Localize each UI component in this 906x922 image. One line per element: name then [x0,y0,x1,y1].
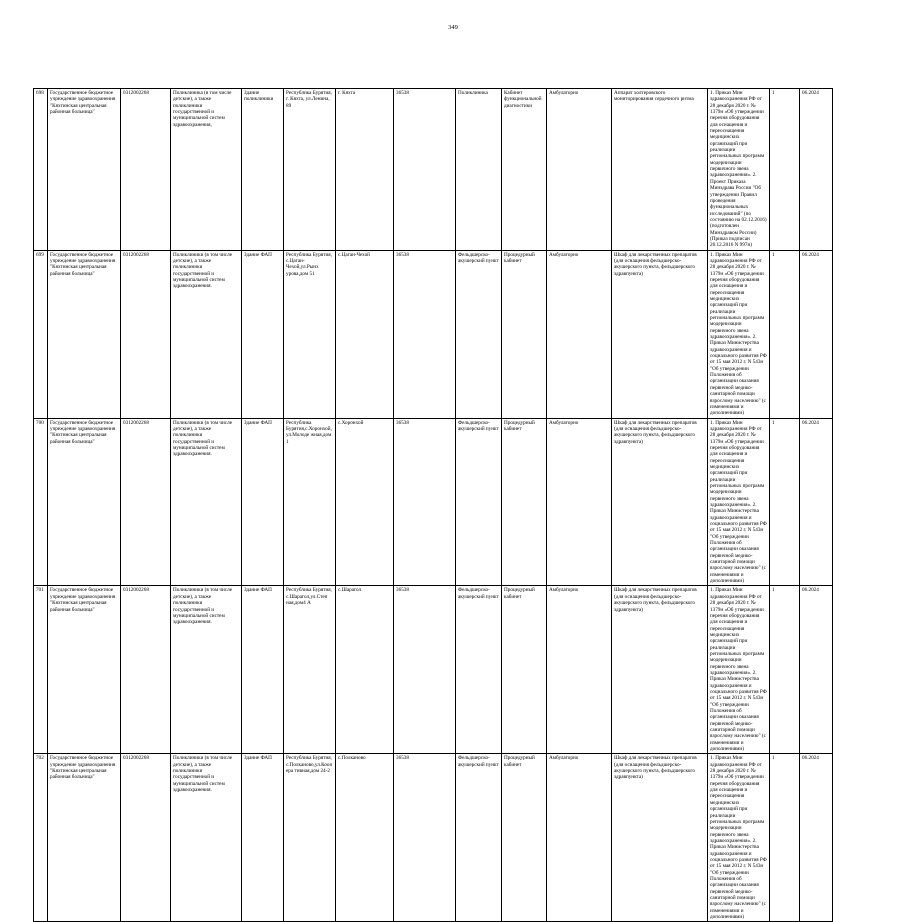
table-row [34,418,833,586]
oktmo-cell: 36538 [394,418,456,586]
quantity-cell: 1 [770,89,800,251]
row-number-cell: 699 [34,250,48,418]
table-body [34,89,833,922]
locality-cell: с.Хоронхой [336,418,394,586]
row-number-cell: 700 [34,418,48,586]
facility-type-cell: Фельдшерско-акушерский пункт [456,418,502,586]
locality-cell: г. Кяхта [336,89,394,251]
care-type-cell: Амбулаторно [547,89,612,251]
inn-cell: 0312002268 [121,89,171,251]
date-cell: 06.2024 [800,250,833,418]
locality-cell: с.Полканово [336,754,394,922]
building-cell: Здание ФАП [242,250,284,418]
building-cell: Здание ФАП [242,754,284,922]
unit-cell: Процедурный кабинет [502,754,547,922]
locality-cell: с.Цаган-Чехой [336,250,394,418]
date-cell: 06.2024 [800,586,833,754]
facility-category-cell: Поликлиника (в том числе детские), а также поликлиники государственной и муниципальной систем здравоохранения, [171,89,242,251]
date-cell: 06.2024 [800,418,833,586]
address-cell: Республика Бурятия, с.Шарагол,ул.Степ ная,дом4 А [284,586,336,754]
facility-category-cell: Поликлиники (в том числе детские), а также поликлиники государственной и муниципальной систем здравоохранения. [171,754,242,922]
legal-basis-cell: 1. Приказ Мин здравоохранения РФ от 28 декабря 2020 г. № 1379н «Об утверждении перечня оборудования для оснащения и переоснащения медицинских организаций при реализации региональных программ модернизации первичного звена здравоохранения». 2. Приказ Министерства здравоохранения и социального развития РФ от 15 мая 2012 г. N 543н "Об утверждении Положения об организации оказания первичной медико-санитарной помощи взрослому населению" (с изменениями и дополнениями) [708,418,770,586]
inn-cell: 0312002268 [121,418,171,586]
unit-cell: Процедурный кабинет [502,586,547,754]
building-cell: Здание поликлиники [242,89,284,251]
equipment-cell: Шкаф для лекарственных препаратов (для оснащения фельдшерско-акушерского пункта, фельдшерского здравпункта) [612,586,708,754]
unit-cell: Процедурный кабинет [502,250,547,418]
facility-category-cell: Поликлиники (в том числе детские), а также поликлиники государственной и муниципальной систем здравоохранения. [171,586,242,754]
inn-cell: 0312002268 [121,250,171,418]
facility-type-cell: Поликлиника [456,89,502,251]
equipment-cell: Шкаф для лекарственных препаратов (для оснащения фельдшерско-акушерского пункта, фельдшерского здравпункта) [612,418,708,586]
legal-basis-cell: 1. Приказ Мин здравоохранения РФ от 28 декабря 2020 г. № 1379н «Об утверждении перечня оборудования для оснащения и переоснащения медицинских организаций при реализации региональных программ модернизации первичного звена здравоохранения». 2. Приказ Министерства здравоохранения и социального развития РФ от 15 мая 2012 г. N 543н "Об утверждении Положения об организации оказания первичной медико-санитарной помощи взрослому населению" (с изменениями и дополнениями) [708,754,770,922]
table-row [34,89,833,251]
building-cell: Здание ФАП [242,586,284,754]
table-row [34,754,833,922]
page-number: 349 [448,24,458,31]
quantity-cell: 1 [770,250,800,418]
facility-type-cell: Фельдшерско-акушерский пункт [456,586,502,754]
table-row [34,250,833,418]
organization-cell: Государственное бюджетное учреждение здравоохранения "Кяхтинская центральная районная больница" [48,250,121,418]
address-cell: Республика Бурятия, с.Полканово,ул.Коопера тивная,дом 24-2 [284,754,336,922]
equipment-cell: Аппарат холтеровского мониторирования сердечного ритма [612,89,708,251]
table-row [34,586,833,754]
address-cell: Республика Бурятия, с.Цаган-Чехой,ул.Рынх урова,дом 51 [284,250,336,418]
organization-cell: Государственное бюджетное учреждение здравоохранения "Кяхтинская центральная районная больница" [48,586,121,754]
oktmo-cell: 36538 [394,89,456,251]
care-type-cell: Амбулаторно [547,754,612,922]
facility-type-cell: Фельдшерско-акушерский пункт [456,250,502,418]
equipment-cell: Шкаф для лекарственных препаратов (для оснащения фельдшерско-акушерского пункта, фельдшерского здравпункта) [612,250,708,418]
organization-cell: Государственное бюджетное учреждение здравоохранения "Кяхтинская центральная районная больница" [48,418,121,586]
inn-cell: 0312002268 [121,586,171,754]
legal-basis-cell: 1. Приказ Мин здравоохранения РФ от 28 декабря 2020 г. № 1379н «Об утверждении перечня оборудования для оснащения и переоснащения медицинских организаций при реализации региональных программ модернизации первичного звена здравоохранения». 2. Приказ Министерства здравоохранения и социального развития РФ от 15 мая 2012 г. N 543н "Об утверждении Положения об организации оказания первичной медико-санитарной помощи взрослому населению" (с изменениями и дополнениями) [708,250,770,418]
organization-cell: Государственное бюджетное учреждение здравоохранения "Кяхтинская центральная районная больница" [48,89,121,251]
inn-cell: 0312002268 [121,754,171,922]
oktmo-cell: 36538 [394,586,456,754]
equipment-cell: Шкаф для лекарственных препаратов (для оснащения фельдшерско-акушерского пункта, фельдшерского здравпункта) [612,754,708,922]
care-type-cell: Амбулаторно [547,586,612,754]
locality-cell: с.Шарагол [336,586,394,754]
building-cell: Здание ФАП [242,418,284,586]
quantity-cell: 1 [770,418,800,586]
unit-cell: Кабинет функциональной диагностики [502,89,547,251]
care-type-cell: Амбулаторно [547,418,612,586]
organization-cell: Государственное бюджетное учреждение здравоохранения "Кяхтинская центральная районная больница" [48,754,121,922]
facility-type-cell: Фельдшерско-акушерский пункт [456,754,502,922]
oktmo-cell: 36538 [394,250,456,418]
address-cell: Республика Бурятия, г. Кяхта, ул.Ленина, 89 [284,89,336,251]
equipment-table [33,88,833,922]
unit-cell: Процедурный кабинет [502,418,547,586]
facility-category-cell: Поликлиники (в том числе детские), а также поликлиники государственной и муниципальной систем здравоохранения. [171,250,242,418]
legal-basis-cell: 1. Приказ Мин здравоохранения РФ от 28 декабря 2020 г. № 1379н «Об утверждении перечня оборудования для оснащения и переоснащения медицинских организаций при реализации региональных программ модернизации первичного звена здравоохранения». 2. Проект Приказа Минздрава России "Об утверждении Правил проведения функциональных исследований" (по состоянию на 02.12.2016) (подготовлен Минздравом России) (Приказ подписан 26.12.2016 N 997н) [708,89,770,251]
quantity-cell: 1 [770,754,800,922]
facility-category-cell: Поликлиники (в том числе детские), а также поликлиники государственной и муниципальной систем здравоохранения. [171,418,242,586]
address-cell: Республика Бурятия,с.Хоронхой,ул.Молоде жная,дом 1 [284,418,336,586]
legal-basis-cell: 1. Приказ Мин здравоохранения РФ от 28 декабря 2020 г. № 1379н «Об утверждении перечня оборудования для оснащения и переоснащения медицинских организаций при реализации региональных программ модернизации первичного звена здравоохранения». 2. Приказ Министерства здравоохранения и социального развития РФ от 15 мая 2012 г. N 543н "Об утверждении Положения об организации оказания первичной медико-санитарной помощи взрослому населению" (с изменениями и дополнениями) [708,586,770,754]
care-type-cell: Амбулаторно [547,250,612,418]
date-cell: 06.2024 [800,89,833,251]
row-number-cell: 702 [34,754,48,922]
row-number-cell: 701 [34,586,48,754]
row-number-cell: 698 [34,89,48,251]
quantity-cell: 1 [770,586,800,754]
oktmo-cell: 36538 [394,754,456,922]
date-cell: 06.2024 [800,754,833,922]
